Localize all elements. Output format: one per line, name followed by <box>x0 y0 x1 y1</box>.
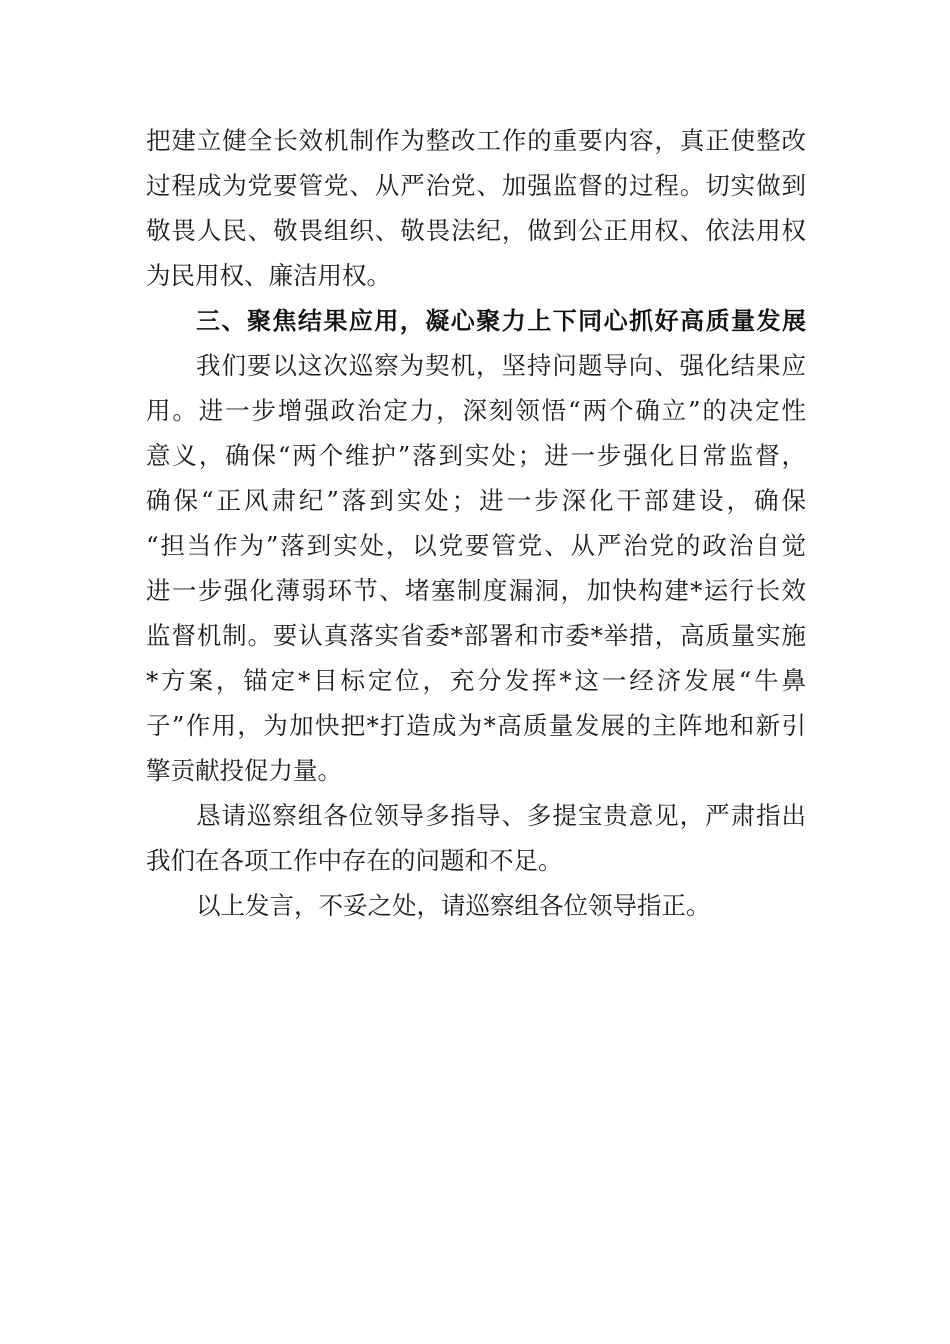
paragraph-line: 确保“正风肃纪”落到实处；进一步深化干部建设，确保 <box>146 486 806 515</box>
paragraph-line: 进一步强化薄弱环节、堵塞制度漏洞，加快构建*运行长效 <box>146 576 806 605</box>
paragraph-line: 过程成为党要管党、从严治党、加强监督的过程。切实做到 <box>146 171 806 200</box>
paragraph-line: 把建立健全长效机制作为整改工作的重要内容，真正使整改 <box>146 126 806 155</box>
paragraph-line: 意义，确保“两个维护”落到实处；进一步强化日常监督， <box>146 441 806 470</box>
closing-line: 以上发言，不妥之处，请巡察组各位领导指正。 <box>196 891 711 920</box>
section-heading: 三、聚焦结果应用，凝心聚力上下同心抓好高质量发展 <box>196 307 806 335</box>
paragraph-line: 子”作用，为加快把*打造成为*高质量发展的主阵地和新引 <box>146 711 806 740</box>
paragraph-line: 敬畏人民、敬畏组织、敬畏法纪，做到公正用权、依法用权 <box>146 216 806 245</box>
paragraph-line: 为民用权、廉洁用权。 <box>146 261 391 290</box>
paragraph-line: 我们在各项工作中存在的问题和不足。 <box>146 846 563 875</box>
paragraph-line: 用。进一步增强政治定力，深刻领悟“两个确立”的决定性 <box>146 396 806 425</box>
paragraph-line: 我们要以这次巡察为契机，坚持问题导向、强化结果应 <box>196 351 806 380</box>
paragraph-line: *方案，锚定*目标定位，充分发挥*这一经济发展“牛鼻 <box>146 666 806 695</box>
paragraph-line: 恳请巡察组各位领导多指导、多提宝贵意见，严肃指出 <box>196 801 806 830</box>
paragraph-line: 监督机制。要认真落实省委*部署和市委*举措，高质量实施 <box>146 621 806 650</box>
paragraph-line: 擎贡献投促力量。 <box>146 756 342 785</box>
paragraph-line: “担当作为”落到实处，以党要管党、从严治党的政治自觉 <box>146 531 806 560</box>
